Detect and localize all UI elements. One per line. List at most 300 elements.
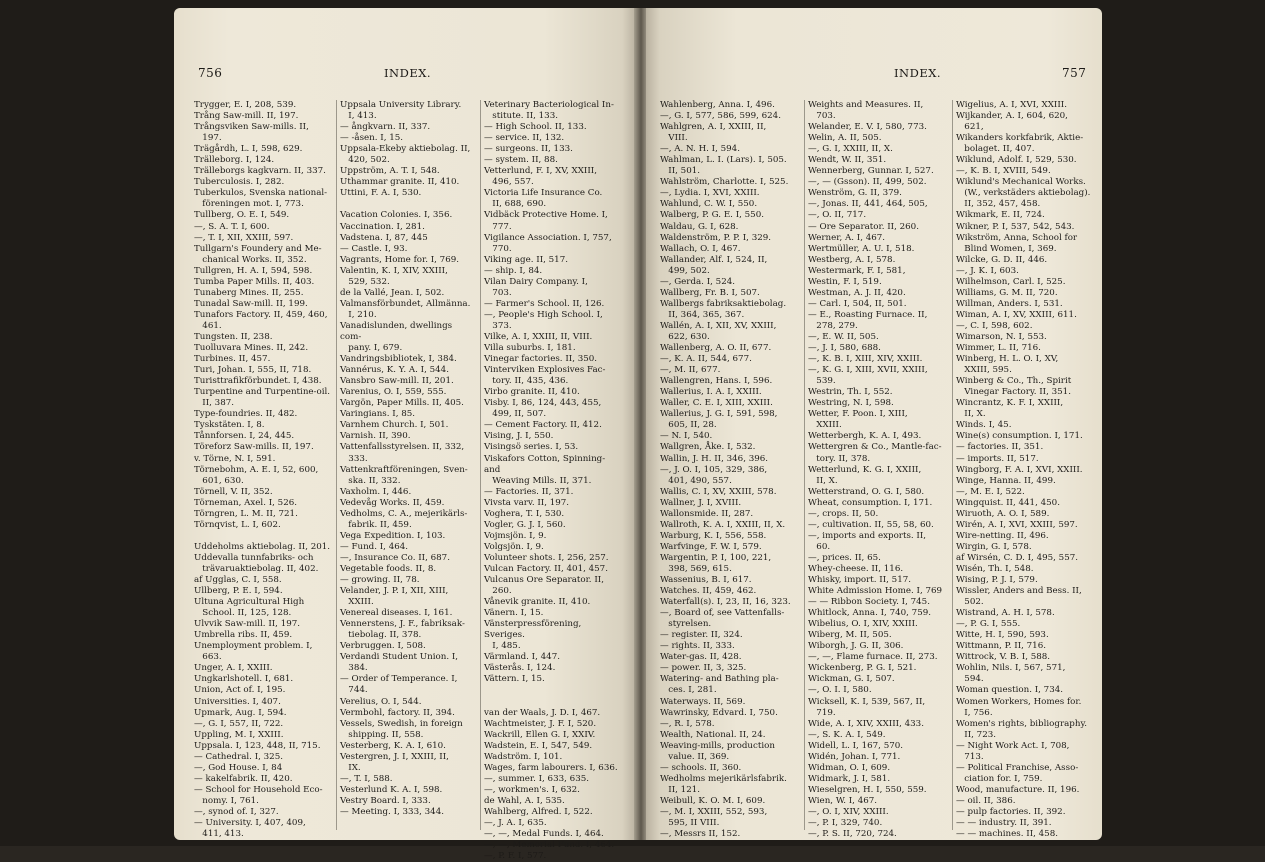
index-entry: — service. II, 132. bbox=[484, 133, 565, 144]
index-entry: —, workmen's. I, 632. bbox=[484, 784, 580, 795]
index-entry: Witte, H. I, 590, 593. bbox=[956, 630, 1049, 641]
index-entry: tory. II, 435, 436. bbox=[484, 376, 569, 387]
index-entry: Trygger, E. I, 208, 539. bbox=[194, 100, 297, 110]
index-entry: 622, 630. bbox=[660, 331, 710, 342]
index-entry: v. Törne, N. I, 591. bbox=[194, 453, 276, 464]
index-entry: Vansbro Saw-mill. II, 201. bbox=[340, 376, 454, 387]
index-entry: Wallach, O. I, 467. bbox=[660, 243, 741, 254]
index-entry: Wahlberg, Alfred. I, 522. bbox=[484, 807, 593, 817]
index-entry: de la Vallé, Jean. I, 502. bbox=[340, 287, 445, 298]
index-entry: —, G. I, 557, II, 722. bbox=[194, 718, 284, 729]
index-entry: Wallis, C. I, XV, XXIII, 578. bbox=[660, 486, 777, 497]
index-entry: Wallberg, Fr. B. I, 507. bbox=[660, 287, 760, 298]
index-entry: Wahlman, L. I. (Lars). I, 505. bbox=[660, 155, 787, 166]
index-entry: —, O. I. I, 580. bbox=[808, 685, 872, 696]
index-entry: Ullberg, P. E. I, 594. bbox=[194, 586, 283, 597]
index-entry: —, imports and exports. II, bbox=[808, 530, 927, 541]
right-index-column-1 bbox=[660, 100, 800, 840]
index-entry: Whey-cheese. II, 116. bbox=[808, 563, 904, 574]
index-entry: Värmland. I, 447. bbox=[484, 652, 560, 663]
index-entry: 595, II VIII. bbox=[660, 818, 720, 829]
index-entry: 663. bbox=[194, 652, 222, 663]
index-entry: —, P. F. I, 577. bbox=[484, 851, 547, 862]
index-entry: 499, II, 507. bbox=[484, 409, 547, 420]
index-entry: Uppsala University Library. bbox=[340, 100, 462, 110]
index-entry: Wallner, J. I, XVIII. bbox=[660, 497, 742, 508]
index-entry: Wahlenberg, Anna. I, 496. bbox=[660, 100, 775, 110]
index-entry: — schools. II, 360. bbox=[660, 762, 742, 773]
index-entry: —, crops. II, 50. bbox=[808, 508, 879, 519]
index-entry: 333. bbox=[340, 453, 368, 464]
index-entry: Widell, L. I, 167, 570. bbox=[808, 740, 904, 751]
index-entry: Widman, O. I, 609. bbox=[808, 762, 891, 773]
index-entry: Tungsten. II, 238. bbox=[194, 331, 273, 342]
index-entry: Wickenberg, P. G. I, 521. bbox=[808, 663, 917, 674]
index-entry: Trångsviken Saw-mills. II, bbox=[194, 122, 309, 133]
left-index-column-1 bbox=[194, 100, 332, 862]
index-entry: tiebolag. II, 378. bbox=[340, 630, 422, 641]
index-entry: Wilcke, G. D. II, 446. bbox=[956, 254, 1048, 265]
index-entry: Wiklund's Mechanical Works. bbox=[956, 177, 1086, 188]
index-entry: — E., Roasting Furnace. II, bbox=[808, 309, 928, 320]
index-entry: Varenius, O. I, 559, 555. bbox=[340, 387, 447, 398]
index-entry: Trälleborgs kagkvarn. II, 337. bbox=[194, 166, 326, 177]
index-entry: Vetterlund, F. I, XV, XXIII, bbox=[484, 166, 597, 177]
index-entry: Turpentine and Turpentine-oil. bbox=[194, 387, 331, 398]
left-index-column-3 bbox=[484, 100, 624, 862]
index-entry: Tånnforsen. I, 24, 445. bbox=[194, 431, 295, 442]
index-entry: —, —, Memorial Fund. I, 464. bbox=[484, 840, 615, 851]
index-entry: Wallenberg, A. O. II, 677. bbox=[660, 343, 772, 354]
index-entry: —, O. II, 717. bbox=[808, 210, 867, 221]
index-entry: I, 756. bbox=[956, 707, 993, 718]
index-entry: Vojmsjön. I, 9. bbox=[484, 530, 547, 541]
index-entry: Uppström, A. T. I, 548. bbox=[340, 166, 440, 177]
index-entry: Waldenström, P. P. I, 329. bbox=[660, 232, 772, 243]
index-entry: Welin, A. II, 505. bbox=[808, 133, 882, 144]
index-entry: Tullberg, O. E. I, 549. bbox=[194, 210, 290, 221]
index-entry: Varingians. I, 85. bbox=[340, 409, 416, 420]
index-entry: —, — (Gsson). II, 499, 502. bbox=[808, 177, 927, 188]
right-page-number: 757 bbox=[1062, 66, 1087, 80]
index-entry: II, X. bbox=[808, 475, 838, 486]
index-entry: Wohlin, Nils. I, 567, 571, bbox=[956, 663, 1066, 674]
index-entry: Wetterlund, K. G. I, XXIII, bbox=[808, 464, 922, 475]
index-entry: — Meeting. I, 333, 344. bbox=[340, 807, 444, 817]
index-entry: Wiklund, Adolf. I, 529, 530. bbox=[956, 155, 1077, 166]
index-entry: XXIII, 595. bbox=[956, 365, 1012, 376]
index-entry: Turisttrafikförbundet. I, 438. bbox=[194, 376, 322, 387]
index-entry: II, 723. bbox=[956, 729, 997, 740]
index-entry bbox=[194, 531, 332, 542]
index-entry: 197. bbox=[194, 133, 222, 144]
index-entry: tory. II, 378. bbox=[808, 453, 871, 464]
column-rule bbox=[480, 100, 481, 830]
index-entry: Wieselgren, H. I, 550, 559. bbox=[808, 784, 927, 795]
index-entry: Wikmark, E. II, 724. bbox=[956, 210, 1045, 221]
index-entry: Wimmer, L. II, 716. bbox=[956, 343, 1041, 354]
index-entry: Viking age. II, 517. bbox=[484, 254, 568, 265]
index-entry: Wallonsmide. II, 287. bbox=[660, 508, 754, 519]
left-page bbox=[174, 8, 636, 862]
index-entry: Waller, C. E. I, XIII, XXIII. bbox=[660, 398, 773, 409]
index-entry: Voghera, T. I, 530. bbox=[484, 508, 565, 519]
index-entry: 601, 630. bbox=[194, 475, 244, 486]
index-entry: — growing. II, 78. bbox=[340, 575, 420, 586]
index-entry: Vessels, Swedish, in foreign bbox=[340, 718, 463, 729]
index-entry: II, 501. bbox=[660, 166, 701, 177]
index-entry: Wittmann, P. II, 716. bbox=[956, 641, 1047, 652]
index-entry: Unger, A. I, XXIII. bbox=[194, 663, 273, 674]
index-entry: Victoria Life Insurance Co. bbox=[484, 188, 603, 199]
index-entry: — factories. II, 351. bbox=[956, 442, 1044, 453]
index-entry: Vestergren, J. I, XXIII, II, bbox=[340, 751, 449, 762]
index-entry: — University. I, 407, 409, bbox=[194, 818, 306, 829]
index-entry: Ultuna Agricultural High bbox=[194, 597, 305, 608]
index-entry: Winds. I, 45. bbox=[956, 420, 1012, 431]
index-entry: Törngren, L. M. II, 721. bbox=[194, 508, 298, 519]
index-entry: Wittrock, V. B. I, 588. bbox=[956, 652, 1051, 663]
index-entry: Uppsala-Ekeby aktiebolag. II, bbox=[340, 144, 471, 155]
index-entry: de Wahl, A. I, 535. bbox=[484, 795, 565, 806]
index-entry: — system. II, 88. bbox=[484, 155, 558, 166]
index-entry: 496, 557. bbox=[484, 177, 534, 188]
index-entry: Wire-netting. II, 496. bbox=[956, 530, 1049, 541]
index-entry: —, K. B. I, XVIII, 549. bbox=[956, 166, 1051, 177]
index-entry: —, S. K. A. I, 549. bbox=[808, 729, 886, 740]
index-entry: Verelius, O. I, 544. bbox=[340, 696, 422, 707]
index-entry: pany. I, 679. bbox=[340, 343, 403, 354]
index-entry: Wine(s) consumption. I, 171. bbox=[956, 431, 1083, 442]
index-entry: Weibull, K. O. M. I, 609. bbox=[660, 795, 766, 806]
index-entry: Wargentin, P. I, 100, 221, bbox=[660, 552, 772, 563]
index-entry: Unemployment problem. I, bbox=[194, 641, 313, 652]
index-entry: ciation for. I, 759. bbox=[956, 773, 1043, 784]
index-entry: —, Lydia. I, XVI, XXIII. bbox=[660, 188, 760, 199]
index-entry: —, —, Medal Funds. I, 464. bbox=[484, 829, 604, 840]
index-entry: I, 210. bbox=[340, 309, 377, 320]
index-entry: Union, Act of. I, 195. bbox=[194, 685, 286, 696]
index-entry: Women Workers, Homes for. bbox=[956, 696, 1082, 707]
index-entry: Varnhem Church. I, 501. bbox=[340, 420, 449, 431]
index-entry: Waldau, G. I, 628. bbox=[660, 221, 739, 232]
index-entry: Westring, N. I, 598. bbox=[808, 398, 894, 409]
index-entry: 719. bbox=[808, 707, 836, 718]
index-entry: —, summer. I, 633, 635. bbox=[484, 773, 590, 784]
index-entry: Wiruoth, A. O. I, 589. bbox=[956, 508, 1050, 519]
index-entry: Uppling, M. I, XXIII. bbox=[194, 729, 284, 740]
index-entry: Wassenius, B. I, 617. bbox=[660, 575, 752, 586]
index-entry: — imports. II, 517. bbox=[956, 453, 1039, 464]
index-entry: Vedholms, C. A., mejerikärls- bbox=[340, 508, 468, 519]
index-entry bbox=[340, 199, 476, 210]
index-entry: Wilhelmson, Carl. I, 525. bbox=[956, 276, 1066, 287]
index-entry: 260. bbox=[484, 586, 512, 597]
index-entry: 401, 490, 557. bbox=[660, 475, 732, 486]
index-entry: Westin, F. I, 519. bbox=[808, 276, 882, 287]
index-entry: Velander, J. P. I, XII, XIII, bbox=[340, 586, 449, 597]
index-entry: Tullgren, H. A. I, 594, 598. bbox=[194, 265, 313, 276]
index-entry: Umbrella ribs. II, 459. bbox=[194, 630, 293, 641]
index-entry: 278, 279. bbox=[808, 320, 858, 331]
index-entry: Vilan Dairy Company. I, bbox=[484, 276, 588, 287]
index-entry: Vigilance Association. I, 757, bbox=[484, 232, 612, 243]
index-entry: —, J. K. I, 603. bbox=[956, 265, 1019, 276]
index-entry: Wenström, G. II, 379. bbox=[808, 188, 902, 199]
index-entry: — pulp factories. II, 392. bbox=[956, 807, 1066, 817]
index-entry: ska. II, 332. bbox=[340, 475, 401, 486]
index-entry: —, K. G. I, XIII, XVII, XXIII, bbox=[808, 365, 928, 376]
index-entry: Willman, Anders. I, 531. bbox=[956, 298, 1063, 309]
index-entry: 384. bbox=[340, 663, 368, 674]
index-entry: Vesterberg, K. A. I, 610. bbox=[340, 740, 446, 751]
index-entry: Wallroth, K. A. I, XXIII, II, X. bbox=[660, 519, 786, 530]
index-entry: 461. bbox=[194, 320, 222, 331]
index-entry: Vänsterpressförening, Sveriges. bbox=[484, 619, 585, 641]
index-entry: — Fund. I, 464. bbox=[340, 541, 409, 552]
index-entry: Wirgin, G. I, 578. bbox=[956, 541, 1032, 552]
index-entry: Varnish. II, 390. bbox=[340, 431, 411, 442]
index-entry: Viskafors Cotton, Spinning- and bbox=[484, 453, 608, 475]
index-entry bbox=[484, 697, 624, 708]
index-entry: Vattenfallsstyrelsen. II, 332, bbox=[340, 442, 465, 453]
column-rule bbox=[952, 100, 953, 830]
index-entry: Uthammar granite. II, 410. bbox=[340, 177, 460, 188]
index-entry: 502. bbox=[956, 597, 984, 608]
index-entry: Wissler, Anders and Bess. II, bbox=[956, 586, 1082, 597]
index-entry: Wicksell, K. I, 539, 567, II, bbox=[808, 696, 926, 707]
index-entry: —, Messrs II, 152. bbox=[660, 829, 741, 840]
index-entry: Vennerstens, J. F., fabriksak- bbox=[340, 619, 465, 630]
index-entry: Weights and Measures. II, bbox=[808, 100, 924, 110]
index-entry: Wallerius, J. G. I, 591, 598, bbox=[660, 409, 778, 420]
index-entry: Vinegar Factory. II, 351. bbox=[956, 387, 1071, 398]
index-entry: Welander, E. V. I, 580, 773. bbox=[808, 122, 927, 133]
index-entry: Wiberg, M. II, 505. bbox=[808, 630, 892, 641]
index-entry: — kakelfabrik. II, 420. bbox=[194, 773, 293, 784]
index-entry: — Castle. I, 93. bbox=[340, 243, 408, 254]
index-entry: Vadstena. I, 87, 445 bbox=[340, 232, 428, 243]
index-entry: 60. bbox=[808, 541, 831, 552]
index-entry: af Ugglas, C. I, 558. bbox=[194, 575, 282, 586]
index-entry: —, C. I, 598, 602. bbox=[956, 320, 1033, 331]
index-entry: Wallander, Alf. I, 524, II, bbox=[660, 254, 768, 265]
index-entry: — ship. I, 84. bbox=[484, 265, 543, 276]
index-entry: —, synod of. I, 327. bbox=[194, 807, 279, 817]
index-entry: 744. bbox=[340, 685, 368, 696]
index-entry: II, 364, 365, 367. bbox=[660, 309, 745, 320]
index-entry: Wickman, G. I, 507. bbox=[808, 674, 895, 685]
index-entry: shipping. II, 558. bbox=[340, 729, 424, 740]
index-entry: Vacation Colonies. I, 356. bbox=[340, 210, 453, 221]
index-entry: Vesterlund K. A. I, 598. bbox=[340, 784, 443, 795]
index-entry: Västerås. I, 124. bbox=[484, 663, 556, 674]
index-entry: — oil. II, 386. bbox=[956, 795, 1016, 806]
index-entry: —, Insurance Co. II, 687. bbox=[340, 552, 450, 563]
index-entry: Watches. II, 459, 462. bbox=[660, 586, 757, 597]
index-entry: 777. bbox=[484, 221, 512, 232]
index-entry: Watering- and Bathing pla- bbox=[660, 674, 779, 685]
index-entry: Wikström, Anna, School for bbox=[956, 232, 1078, 243]
index-entry: —, prices. II, 65. bbox=[808, 552, 881, 563]
index-entry: Whitlock, Anna. I, 740, 759. bbox=[808, 608, 932, 619]
index-entry: Wetter, F. Poon. I, XIII, bbox=[808, 409, 908, 420]
right-page bbox=[646, 8, 1102, 840]
index-entry: value. II, 369. bbox=[660, 751, 730, 762]
index-entry: Töreforz Saw-mills. II, 197. bbox=[194, 442, 314, 453]
index-entry: Tullgarn's Foundery and Me- bbox=[194, 243, 322, 254]
index-entry: Törneman, Axel. I, 526. bbox=[194, 497, 298, 508]
index-entry: — Cathedral. I, 325. bbox=[194, 751, 283, 762]
index-entry: Tunadal Saw-mill. II, 199. bbox=[194, 298, 308, 309]
index-entry: 605, II, 28. bbox=[660, 420, 717, 431]
index-entry: Wawrinsky, Edvard. I, 750. bbox=[660, 707, 778, 718]
index-entry: 703. bbox=[484, 287, 512, 298]
index-entry: trävaruaktiebolag. II, 402. bbox=[194, 563, 319, 574]
index-entry: Werner, A. I, 467. bbox=[808, 232, 886, 243]
index-entry: Upmark, Aug. I, 594. bbox=[194, 707, 287, 718]
index-entry: Vattenkraftföreningen, Sven- bbox=[340, 464, 468, 475]
index-entry: —, A. N. H. I, 594. bbox=[660, 144, 740, 155]
index-entry: Turi, Johan. I, 555, II, 718. bbox=[194, 365, 312, 376]
index-entry: Wennerberg, Gunnar. I, 527. bbox=[808, 166, 934, 177]
index-entry: 621, bbox=[956, 122, 984, 133]
index-entry: — -åsen. I, 15. bbox=[340, 133, 404, 144]
index-entry: Trälleborg. I, 124. bbox=[194, 155, 275, 166]
index-entry: — register. II, 324. bbox=[660, 630, 743, 641]
index-entry: Winge, Hanna. II, 499. bbox=[956, 475, 1056, 486]
index-entry: Vulcan Factory. II, 401, 457. bbox=[484, 563, 608, 574]
index-entry: Vedevåg Works. II, 459. bbox=[340, 497, 445, 508]
index-entry: —, K. B. I, XIII, XIV, XXIII. bbox=[808, 354, 923, 365]
index-entry: Wiborgh, J. G. II, 306. bbox=[808, 641, 904, 652]
index-entry: Women's rights, bibliography. bbox=[956, 718, 1087, 729]
index-entry: Vilke, A. I, XXIII, II, VIII. bbox=[484, 331, 593, 342]
index-entry: —, People's High School. I, bbox=[484, 309, 603, 320]
index-entry: Vivsta varv. II, 197. bbox=[484, 497, 570, 508]
index-entry: Wahlgren, A. I, XXIII, II, bbox=[660, 122, 767, 133]
index-entry: Vising, J. I, 550. bbox=[484, 431, 554, 442]
index-entry: Weaving Mills. II, 371. bbox=[484, 475, 592, 486]
right-running-head: INDEX. bbox=[894, 66, 942, 80]
index-entry: bolaget. II, 407. bbox=[956, 144, 1035, 155]
index-entry: Wallbergs fabriksaktiebolag. bbox=[660, 298, 787, 309]
index-entry: Vermbohl, factory. II, 394. bbox=[340, 707, 455, 718]
index-entry: —, P. I, 329, 740. bbox=[808, 818, 883, 829]
index-entry: Volunteer shots. I, 256, 257. bbox=[484, 552, 609, 563]
index-entry: Type-foundries. II, 482. bbox=[194, 409, 298, 420]
index-entry: Weaving-mills, production bbox=[660, 740, 775, 751]
index-entry: Warburg, K. I, 556, 558. bbox=[660, 530, 767, 541]
index-entry: Vånevik granite. II, 410. bbox=[484, 597, 591, 608]
index-entry: Warfvinge, F. W. I, 579. bbox=[660, 541, 762, 552]
index-entry: Virbo granite. II, 410. bbox=[484, 387, 580, 398]
index-entry: II, 387. bbox=[194, 398, 235, 409]
index-entry: —, J. O. I, 105, 329, 386, bbox=[660, 464, 768, 475]
index-entry: Tuberculosis. I, 282. bbox=[194, 177, 285, 188]
index-entry: Wettergren & Co., Mantle-fac- bbox=[808, 442, 942, 453]
index-entry: Vargön, Paper Mills. II, 405. bbox=[340, 398, 464, 409]
left-page-number: 756 bbox=[198, 66, 223, 80]
index-entry: — Ore Separator. II, 260. bbox=[808, 221, 919, 232]
index-entry: Törnell, V. II, 352. bbox=[194, 486, 273, 497]
index-entry: Wadström. I, 101. bbox=[484, 751, 563, 762]
index-entry: Vättern. I, 15. bbox=[484, 674, 545, 685]
index-entry: Wheat, consumption. I, 171. bbox=[808, 497, 933, 508]
index-entry: White Admission Home. I, 769 bbox=[808, 586, 943, 597]
index-entry: —, Board of, see Vattenfalls- bbox=[660, 608, 785, 619]
index-entry: Wachtmeister, J. F. I, 520. bbox=[484, 718, 597, 729]
index-entry: —, T. I, 588. bbox=[340, 773, 393, 784]
index-entry: II, X. bbox=[956, 409, 986, 420]
index-entry: Vannérus, K. Y. A. I, 544. bbox=[340, 365, 449, 376]
index-entry: —, J. I, 580, 688. bbox=[808, 343, 881, 354]
index-entry: stitute. II, 133. bbox=[484, 111, 558, 122]
index-entry: Wikanders korkfabrik, Aktie- bbox=[956, 133, 1084, 144]
index-entry: Trägårdh, L. I, 598, 629. bbox=[194, 144, 303, 155]
index-entry: XXIII. bbox=[808, 420, 842, 431]
index-entry: Vaxholm. I, 446. bbox=[340, 486, 412, 497]
index-entry: — Carl. I, 504, II, 501. bbox=[808, 298, 907, 309]
index-entry: Tuberkulos, Svenska national- bbox=[194, 188, 328, 199]
index-entry: Wallén, A. I, XII, XV, XXIII, bbox=[660, 320, 777, 331]
index-entry: 499, 502. bbox=[660, 265, 710, 276]
index-entry: — — machines. II, 458. bbox=[956, 829, 1059, 840]
index-entry: IX. bbox=[340, 762, 361, 773]
index-entry: Wimarson, N. I, 553. bbox=[956, 331, 1047, 342]
index-entry: II, 121. bbox=[660, 784, 701, 795]
index-entry: Williams, G. M. II, 720. bbox=[956, 287, 1058, 298]
index-entry: — Order of Temperance. I, bbox=[340, 674, 458, 685]
index-entry: —, K. A. II, 544, 677. bbox=[660, 354, 752, 365]
index-entry: —, E. W. II, 505. bbox=[808, 331, 879, 342]
right-index-column-2 bbox=[808, 100, 948, 840]
index-entry: Water-gas. II, 428. bbox=[660, 652, 742, 663]
index-entry: Vogler, G. J. I, 560. bbox=[484, 519, 566, 530]
index-entry: — School for Household Eco- bbox=[194, 784, 323, 795]
index-entry: 770. bbox=[484, 243, 512, 254]
index-entry: — rights. II, 333. bbox=[660, 641, 735, 652]
index-entry: Vagrants, Home for. I, 769. bbox=[340, 254, 460, 265]
index-entry: 373. bbox=[484, 320, 512, 331]
index-entry: I, 485. bbox=[484, 641, 521, 652]
index-entry: Trång Saw-mill. II, 197. bbox=[194, 111, 299, 122]
index-entry: Törnqvist, L. I, 602. bbox=[194, 519, 281, 530]
index-entry: Blind Women, I, 369. bbox=[956, 243, 1057, 254]
index-entry: (W., verkstäders aktiebolag). bbox=[956, 188, 1091, 199]
index-entry: nomy. I, 761. bbox=[194, 795, 259, 806]
index-entry: Wertmüller, A. U. I, 518. bbox=[808, 243, 915, 254]
index-entry: Vandringsbibliotek, I, 384. bbox=[340, 354, 457, 365]
index-entry: —, God House. I, 84 bbox=[194, 762, 283, 773]
index-entry: —, O. I, XIV, XXIII. bbox=[808, 807, 889, 817]
index-entry: Visingsö series. I, 53. bbox=[484, 442, 579, 453]
index-entry: Visby. I, 86, 124, 443, 455, bbox=[484, 398, 602, 409]
index-entry: Wetterbergh, K. A. I, 493. bbox=[808, 431, 922, 442]
index-entry: Wallerius, I. A. I, XXIII. bbox=[660, 387, 762, 398]
index-entry: Vega Expedition. I, 103. bbox=[340, 530, 446, 541]
index-entry: 539. bbox=[808, 376, 836, 387]
index-entry: — ångkvarn. II, 337. bbox=[340, 122, 431, 133]
index-entry: Vulcanus Ore Separator. II, bbox=[484, 575, 604, 586]
index-entry: Winberg, H. L. O. I, XV, bbox=[956, 354, 1059, 365]
index-entry: Wibelius, O. I, XIV, XXIII. bbox=[808, 619, 918, 630]
index-entry: Westermark, F. I, 581, bbox=[808, 265, 906, 276]
index-entry: chanical Works. II, 352. bbox=[194, 254, 307, 265]
index-entry: —, P. G. I, 555. bbox=[956, 619, 1021, 630]
index-entry: Vidbäck Protective Home. I, bbox=[484, 210, 608, 221]
index-entry: —, Jonas. II, 441, 464, 505, bbox=[808, 199, 928, 210]
